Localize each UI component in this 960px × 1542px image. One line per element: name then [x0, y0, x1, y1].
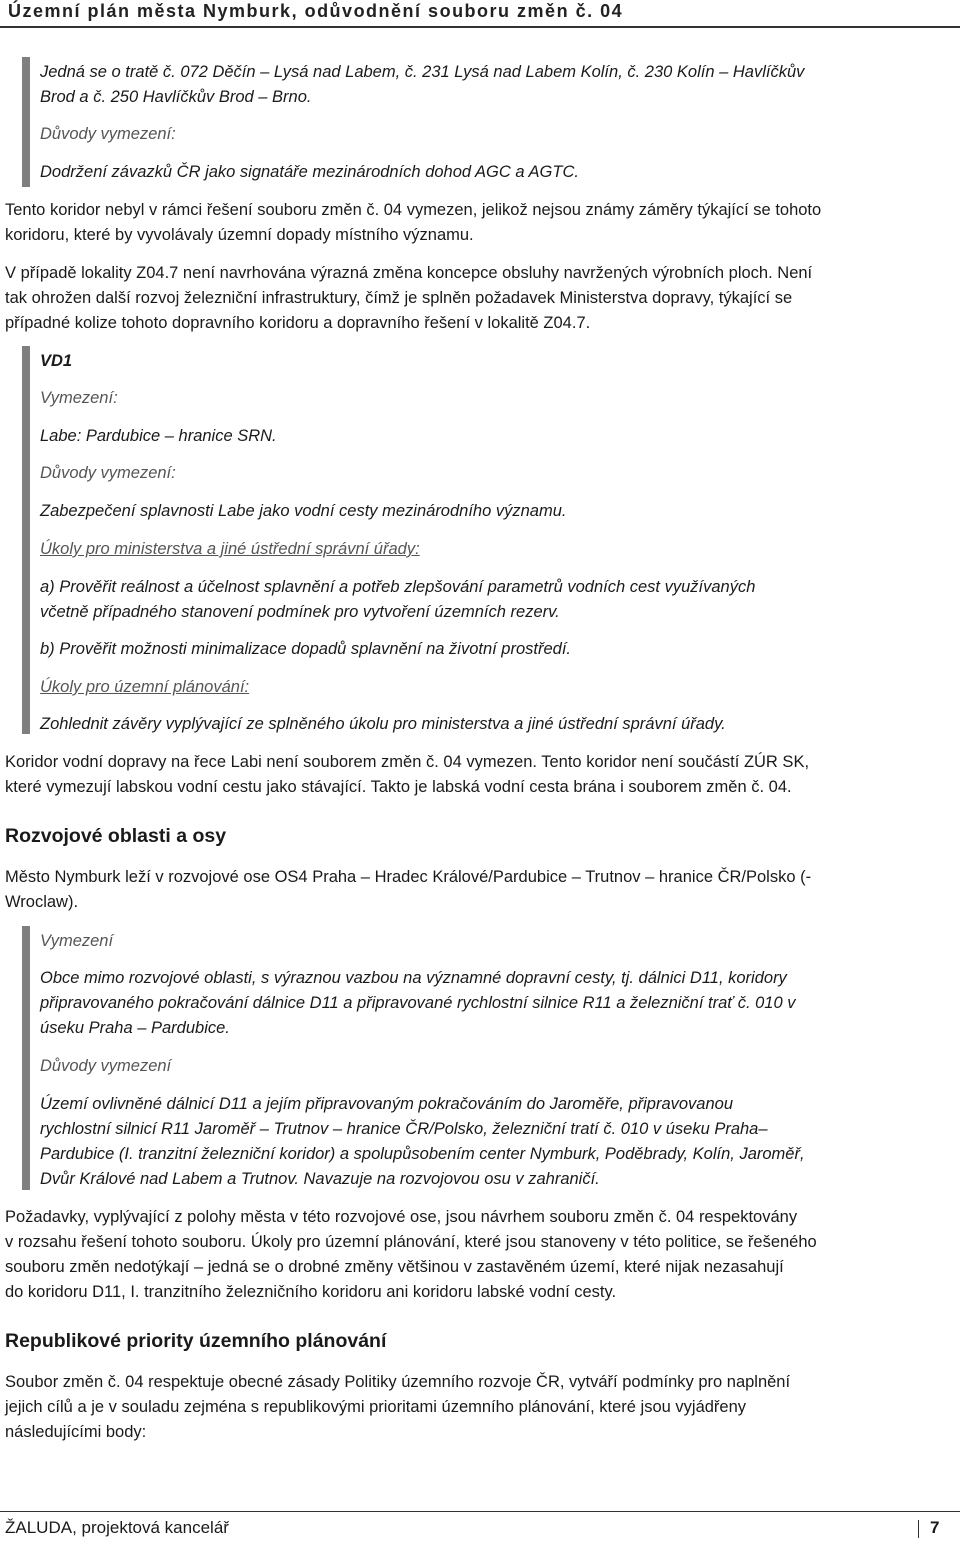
os4-rea-line-1: Území ovlivněné dálnicí D11 a jejím připravovaným pokračováním do Jaroměře, připravovanou	[40, 1095, 734, 1113]
page-number: 7	[930, 1518, 940, 1537]
os4-rea-line-2: rychlostní silnicí R11 Jaroměř – Trutnov – hranice ČR/Polsko, železniční tratí č. 010 v úseku Praha–	[40, 1120, 768, 1138]
railway-line-1: Jedná se o tratě č. 072 Děčín – Lysá nad Labem, č. 231 Lysá nad Labem Kolín, č. 230 Kolín – Havlíčkův	[40, 63, 805, 81]
lokality-line-1: V případě lokality Z04.7 není navrhována výrazná změna koncepce obsluhy navržených výrobních ploch. Není	[5, 264, 813, 282]
lokality-line-3: případné kolize tohoto dopravního koridoru a dopravního řešení v lokalitě Z04.7.	[5, 314, 591, 332]
vd1-task-a-line-2: včetně případného stanovení podmínek pro vytvoření územních rezerv.	[40, 603, 560, 621]
soubor-line-2: jejich cílů a je v souladu zejména s republikovými prioritami územního plánování, které jsou vyjádřeny	[5, 1398, 747, 1416]
vd1-definition-label: Vymezení:	[40, 389, 118, 407]
os4-def-line-3: úseku Praha – Pardubice.	[40, 1019, 230, 1037]
os4-rea-line-3: Pardubice (I. tranzitní železniční koridor) a spolupůsobením center Nymburk, Poděbrady, Kolín, Jaroměř,	[40, 1145, 805, 1163]
os4-reasons-label: Důvody vymezení	[40, 1057, 172, 1075]
water-line-1: Koridor vodní dopravy na řece Labi není souborem změn č. 04 vymezen. Tento koridor není součástí ZÚR SK,	[5, 753, 810, 771]
footer-separator	[918, 1520, 919, 1538]
requirements-line-1: Požadavky, vyplývající z polohy města v této rozvojové ose, jsou návrhem souboru změn č. 04 respektovány	[5, 1208, 798, 1226]
corridor-line-2: koridoru, které by vyvolávaly územní dopady místního významu.	[5, 226, 474, 244]
nymburk-line-2: Wroclaw).	[5, 893, 79, 911]
footer-divider	[0, 1511, 960, 1512]
vd1-task-b: b) Prověřit možnosti minimalizace dopadů splavnění na životní prostředí.	[40, 640, 572, 658]
corridor-line-1: Tento koridor nebyl v rámci řešení souboru změn č. 04 vymezen, jelikož nejsou známy záměry týkající se tohoto	[5, 201, 822, 219]
lokality-line-2: tak ohrožen další rozvoj železniční infrastruktury, čímž je splněn požadavek Ministerstva dopravy, týkající se	[5, 289, 793, 307]
os4-def-line-1: Obce mimo rozvojové oblasti, s výraznou vazbou na významné dopravní cesty, tj. dálnici D11, koridory	[40, 969, 787, 987]
vd1-tasks-planning-label: Úkoly pro územní plánování:	[40, 678, 250, 696]
requirements-line-2: v rozsahu řešení tohoto souboru. Úkoly pro územní plánování, které jsou stanoveny v této politice, se řešeného	[5, 1233, 817, 1251]
water-line-2: které vymezují labskou vodní cestu jako stávající. Takto je labská vodní cesta brána i souborem změn č. 04.	[5, 778, 792, 796]
quote-bar	[22, 346, 30, 734]
vd1-tasks-planning-text: Zohlednit závěry vyplývající ze splněného úkolu pro ministerstva a jiné ústřední správní úřady.	[40, 715, 726, 733]
vd1-tasks-ministry-label: Úkoly pro ministerstva a jiné ústřední správní úřady:	[40, 540, 420, 558]
reasons-label: Důvody vymezení:	[40, 125, 176, 143]
vd1-definition-text: Labe: Pardubice – hranice SRN.	[40, 427, 277, 445]
heading-development: Rozvojové oblasti a osy	[5, 825, 227, 847]
requirements-line-3: souboru změn nedotýkají – jedná se o drobné změny většinou v zastavěném území, které nijak nezasahují	[5, 1258, 784, 1276]
soubor-line-1: Soubor změn č. 04 respektuje obecné zásady Politiky územního rozvoje ČR, vytváří podmínky pro naplnění	[5, 1373, 791, 1391]
quote-bar	[22, 926, 30, 1190]
vd1-task-a-line-1: a) Prověřit reálnost a účelnost splavnění a potřeb zlepšování parametrů vodních cest využívaných	[40, 578, 756, 596]
reasons-text: Dodržení závazků ČR jako signatáře mezinárodních dohod AGC a AGTC.	[40, 163, 579, 181]
document-title: Územní plán města Nymburk, odůvodnění souboru změn č. 04	[8, 1, 624, 21]
page-header	[0, 0, 960, 28]
footer-company: ŽALUDA, projektová kancelář	[5, 1518, 229, 1537]
vd1-reasons-label: Důvody vymezení:	[40, 464, 176, 482]
nymburk-line-1: Město Nymburk leží v rozvojové ose OS4 Praha – Hradec Králové/Pardubice – Trutnov – hranice ČR/Polsko (-	[5, 868, 812, 886]
requirements-line-4: do koridoru D11, I. tranzitního železničního koridoru ani koridoru labské vodní cesty.	[5, 1283, 617, 1301]
os4-rea-line-4: Dvůr Králové nad Labem a Trutnov. Navazuje na rozvojovou osu v zahraničí.	[40, 1170, 600, 1188]
os4-def-line-2: připravovaného pokračování dálnice D11 a připravované rychlostní silnice R11 a železniční trať č. 010 v	[40, 994, 796, 1012]
quote-bar	[22, 57, 30, 187]
os4-definition-label: Vymezení	[40, 932, 114, 950]
vd1-reasons-text: Zabezpečení splavnosti Labe jako vodní cesty mezinárodního významu.	[40, 502, 567, 520]
vd1-title: VD1	[40, 352, 73, 370]
railway-line-2: Brod a č. 250 Havlíčkův Brod – Brno.	[40, 88, 312, 106]
soubor-line-3: následujícími body:	[5, 1423, 147, 1441]
heading-priorities: Republikové priority územního plánování	[5, 1330, 387, 1352]
